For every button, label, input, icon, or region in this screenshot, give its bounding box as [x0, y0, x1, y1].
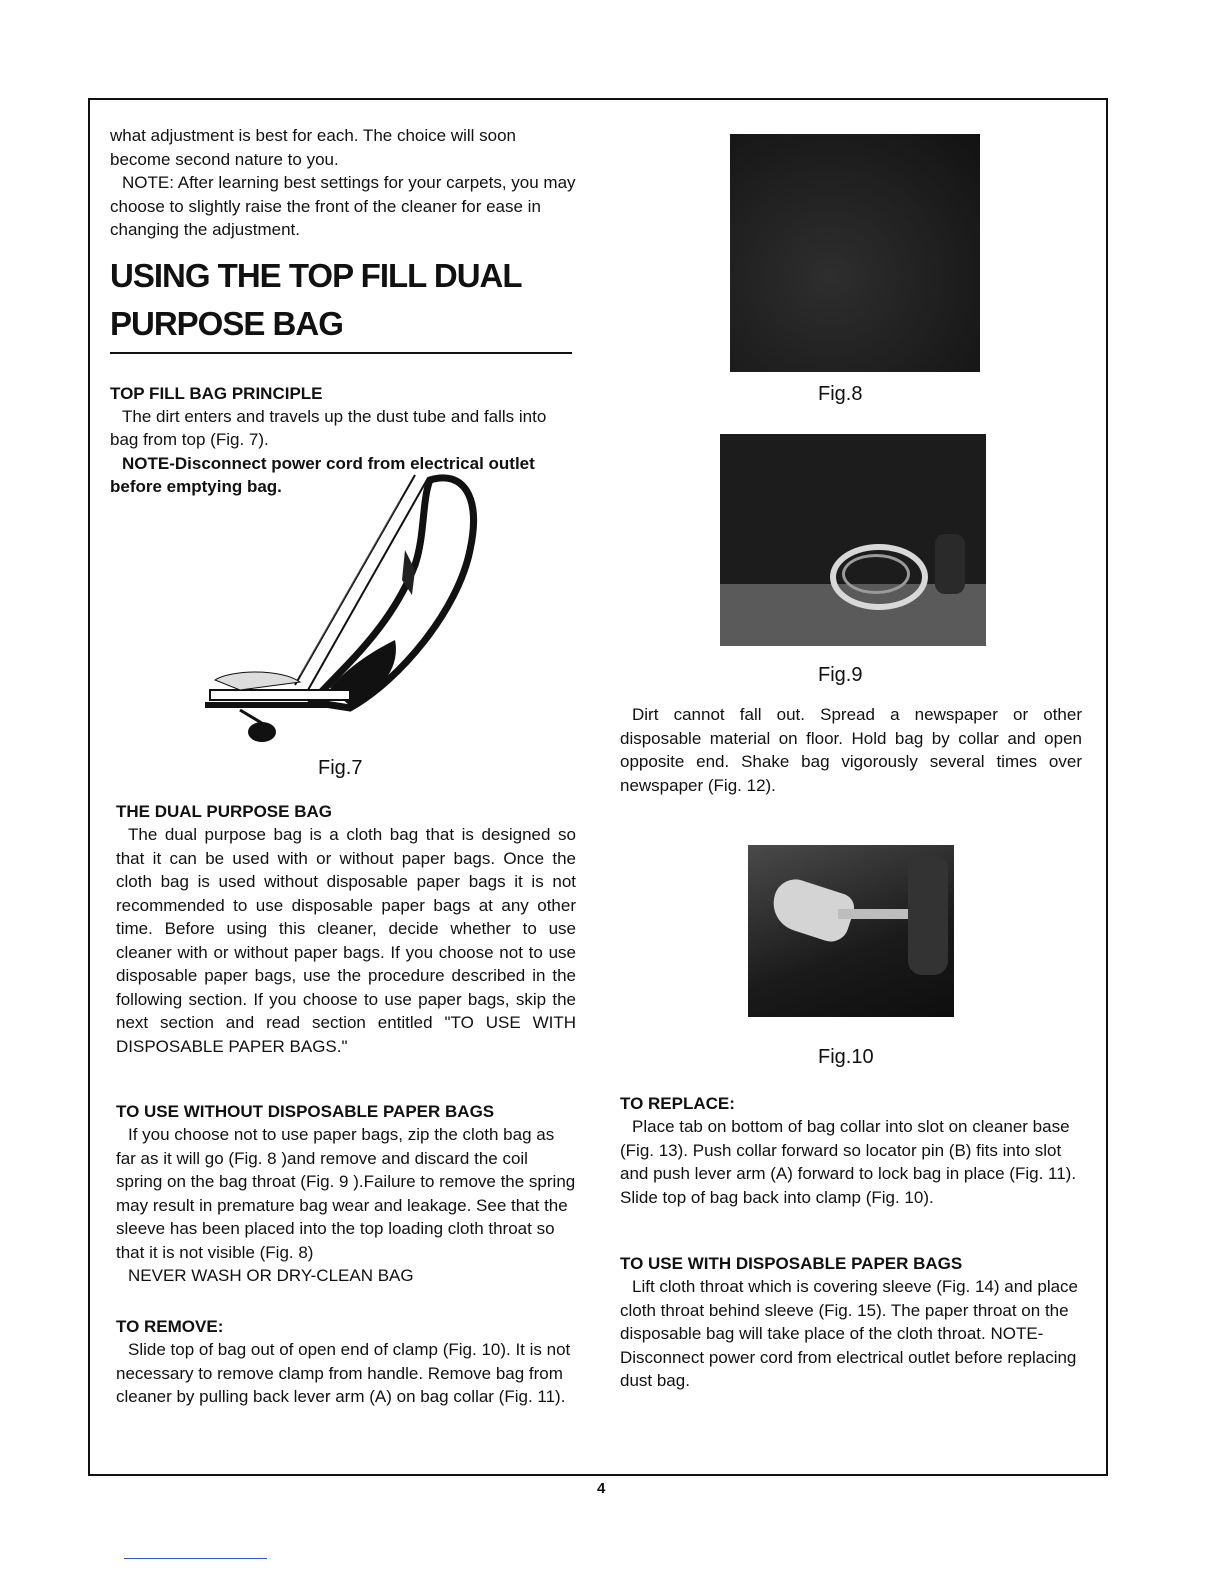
fig10-caption: Fig.10: [818, 1046, 874, 1068]
fig9-photo: [720, 434, 986, 646]
dual-purpose-section: [116, 800, 576, 1058]
remove-section: [116, 1315, 576, 1409]
principle-note: NOTE-Disconnect power cord from electrical outlet before emptying bag.: [110, 453, 535, 496]
replace-title: TO REPLACE:: [620, 1094, 735, 1113]
without-text: If you choose not to use paper bags, zip the cloth bag as far as it will go (Fig. 8 )and remove and discard the coil spring on the bag throat (Fig. 9 ).Failure to remove the spring may result in premature bag wear and leakage. See that the sleeve has been placed into the top loading cloth throat so that it is not visible (Fig. 8): [116, 1125, 576, 1262]
principle-text: The dirt enters and travels up the dust tube and falls into bag from top (Fig. 7).: [110, 406, 547, 449]
footer-underline: [124, 1558, 267, 1559]
fig7-caption: Fig.7: [318, 757, 363, 779]
heading-line-1: USING THE TOP FILL DUAL: [110, 256, 522, 294]
fig10-photo: [748, 845, 954, 1017]
fig9-caption: Fig.9: [818, 664, 863, 686]
principle-title: TOP FILL BAG PRINCIPLE: [110, 383, 323, 403]
intro-line-2: become second nature to you.: [110, 149, 339, 169]
dirt-text: Dirt cannot fall out. Spread a newspaper or other disposable material on floor. Hold bag by collar and open opposite end. Shake bag vigorously several times over newspaper (Fig. 12).: [620, 705, 1082, 795]
note-adjust: NOTE: After learning best settings for your carpets, you may choose to slightly raise the front of the cleaner for ease in changing the adjustment.: [110, 173, 576, 239]
page-number: 4: [597, 1480, 606, 1497]
fig7-vacuum-illustration: [200, 470, 490, 750]
without-title: TO USE WITHOUT DISPOSABLE PAPER BAGS: [116, 1102, 495, 1121]
heading-line-2: PURPOSE BAG: [110, 304, 343, 342]
section-heading: [110, 252, 576, 348]
never-wash: NEVER WASH OR DRY-CLEAN BAG: [128, 1266, 414, 1285]
intro-line-1: what adjustment is best for each. The choice will soon: [110, 126, 517, 145]
with-paper-section: [620, 1252, 1082, 1393]
with-text: Lift cloth throat which is covering sleeve (Fig. 14) and place cloth throat behind sleeve (Fig. 15). The paper throat on the disposable bag will take place of the cloth throat. NOTE-Disconnect power cord from electrical outlet before replacing dust bag.: [620, 1277, 1079, 1390]
replace-section: [620, 1092, 1082, 1209]
remove-title: TO REMOVE:: [116, 1317, 224, 1336]
dual-title: THE DUAL PURPOSE BAG: [116, 802, 332, 821]
left-column: [110, 124, 576, 499]
replace-text: Place tab on bottom of bag collar into slot on cleaner base (Fig. 13). Push collar forward so locator pin (B) fits into slot and push lever arm (A) forward to lock bag in place (Fig. 11). Slide top of bag back into clamp (Fig. 10).: [620, 1117, 1077, 1207]
with-title: TO USE WITH DISPOSABLE PAPER BAGS: [620, 1254, 963, 1273]
without-paper-section: [116, 1100, 576, 1288]
fig8-photo: [730, 134, 980, 372]
dual-text: The dual purpose bag is a cloth bag that is designed so that it can be used with or without paper bags. Once the cloth bag is used without disposable paper bags it is not recommended to use disposable paper bags at any other time. Before using this cleaner, decide whether to use cleaner with or without paper bags. If you choose not to use disposable paper bags, use the procedure described in the following section. If you choose to use paper bags, skip the next section and read section entitled "TO USE WITH DISPOSABLE PAPER BAGS.": [116, 825, 576, 1056]
fig8-caption: Fig.8: [818, 383, 863, 405]
remove-text: Slide top of bag out of open end of clamp (Fig. 10). It is not necessary to remove clamp from handle. Remove bag from cleaner by pulling back lever arm (A) on bag collar (Fig. 11).: [116, 1340, 571, 1406]
